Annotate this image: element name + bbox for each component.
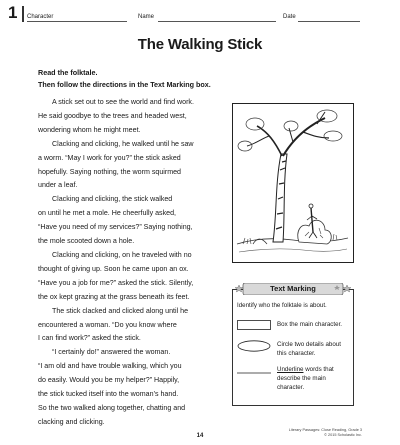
story-line: clacking and clicking. [38, 417, 105, 426]
unit-number: 1 [8, 3, 18, 22]
text-marking-title: Text Marking [270, 284, 316, 293]
story-line: thought of giving up. Soon he came upon an ox. [38, 264, 189, 273]
story-line: hopefully. Saying nothing, the worm squirmed [38, 167, 182, 176]
name-field-line[interactable] [158, 21, 276, 22]
story-line: Clacking and clicking, he walked until he saw [52, 139, 194, 148]
date-label: Date [283, 14, 296, 20]
page-title: The Walking Stick [137, 36, 263, 53]
walking-stick-tree-drawing [233, 104, 352, 261]
box-instruction: Box the main character. [277, 321, 343, 328]
story-line: wondering whom he might meet. [38, 125, 141, 134]
story-line: the ox kept grazing at the grass beneath its feet. [38, 292, 190, 301]
underline-instruction: Underline words that describe the main character. [277, 366, 334, 391]
story-line: A stick set out to see the world and find work. [52, 98, 194, 106]
story-line: a worm. “May I work for you?” the stick asked [38, 153, 181, 162]
story-line: the stick tucked itself into the woman’s hand. [38, 390, 179, 399]
story-line: under a leaf. [38, 181, 78, 190]
text-marking-intro: Identify who the folktale is about. [237, 302, 327, 309]
story-line: do easily. Would you be my helper?” Happily, [38, 376, 180, 385]
page-number: 14 [196, 433, 204, 439]
tree-illustration [232, 103, 354, 263]
circle-icon [237, 340, 271, 355]
story-line: The stick clacked and clicked along until he [52, 306, 189, 315]
story-line: He said goodbye to the trees and headed west, [38, 111, 187, 120]
circle-instruction: Circle two details about this character. [277, 341, 341, 357]
story-line: “I am old and have trouble walking, which you [38, 362, 182, 371]
copyright-credit: Literary Passages: Close Reading, Grade 3 © 2015 Scholastic Inc. [288, 428, 362, 437]
story-line: the mole scooted down a hole. [38, 237, 135, 246]
story-line: Clacking and clicking, the stick walked [52, 195, 173, 204]
box-icon [237, 320, 271, 333]
story-line: on until he met a mole. He cheerfully asked, [38, 209, 177, 218]
date-field-line[interactable] [298, 21, 360, 22]
story-line: I can find work?” asked the stick. [38, 334, 141, 343]
story-line: So the two walked along together, chatting and [38, 403, 186, 412]
story-line: “Have you a job for me?” asked the stick. Silently, [38, 278, 194, 287]
header-divider [22, 6, 24, 22]
text-marking-box [232, 284, 354, 406]
story-line: “Have you need of my services?” Saying nothing, [38, 223, 193, 232]
unit-label: Character [27, 14, 54, 20]
directions-line-2: Then follow the directions in the Text Marking box. [38, 80, 211, 89]
story-line: Clacking and clicking, on he traveled with no [52, 250, 192, 259]
name-label: Name [138, 14, 155, 20]
unit-underline [27, 21, 127, 22]
story-line: “I certainly do!” answered the woman. [52, 348, 171, 357]
underline-icon [237, 365, 271, 378]
story-text [38, 96, 233, 430]
story-line: encountered a woman. “Do you know where [38, 320, 177, 329]
directions-line-1: Read the folktale. [38, 68, 98, 77]
